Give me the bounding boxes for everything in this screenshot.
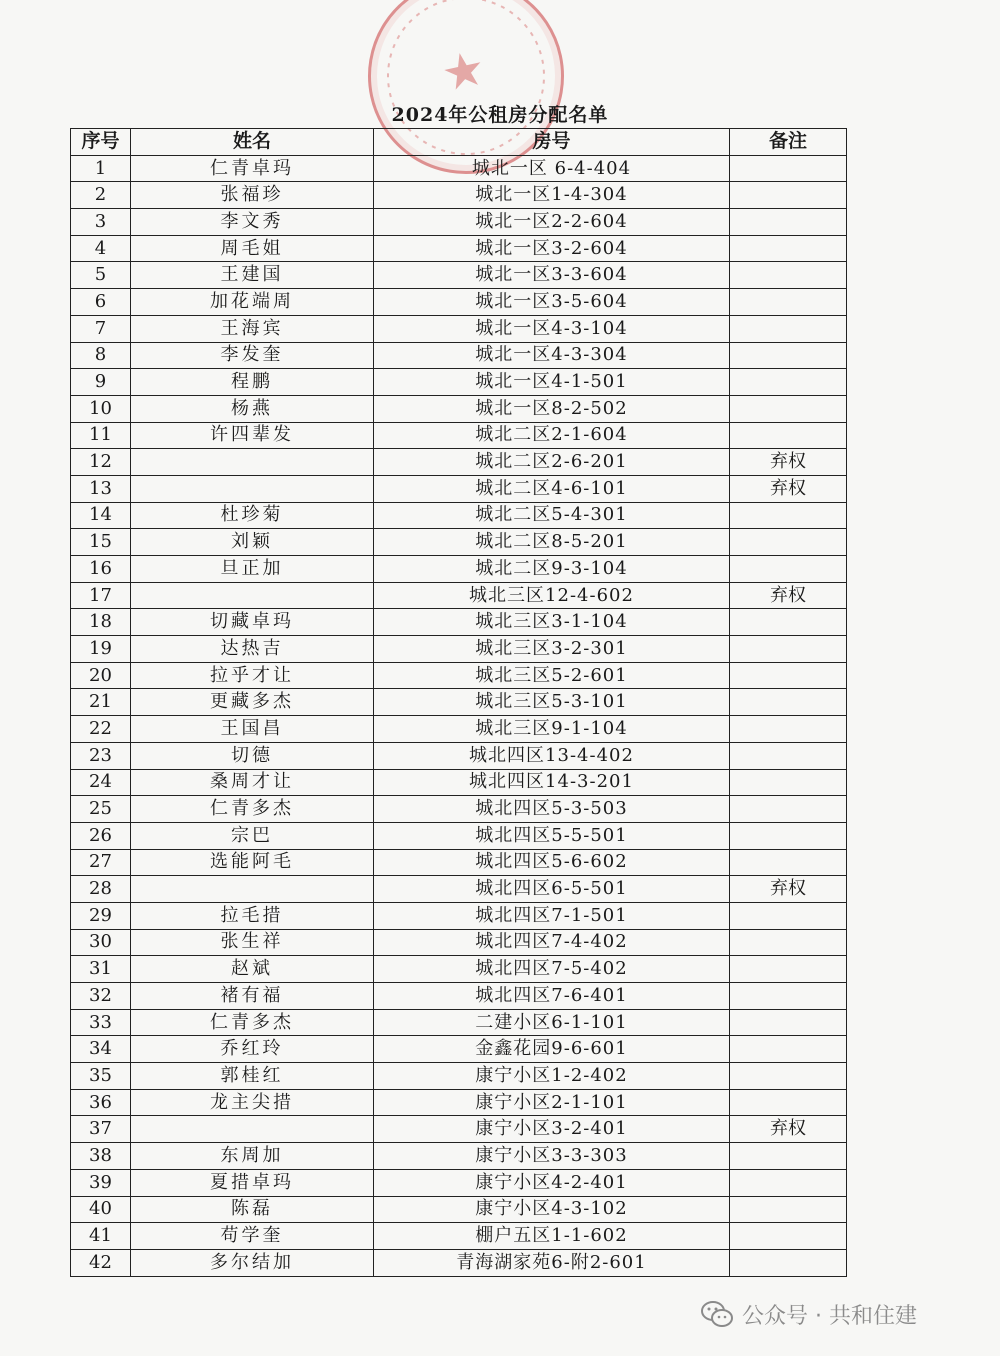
table-row	[71, 1249, 847, 1276]
table-row	[71, 1116, 847, 1143]
row-note	[730, 529, 847, 556]
row-name: 王建国	[131, 262, 374, 289]
row-note	[730, 182, 847, 209]
row-room: 城北四区5-3-503	[374, 796, 730, 823]
row-number: 40	[71, 1196, 131, 1223]
row-note	[730, 556, 847, 583]
row-note	[730, 796, 847, 823]
row-name: 杜珍菊	[131, 502, 374, 529]
row-room: 城北四区6-5-501	[374, 876, 730, 903]
table-row	[71, 769, 847, 796]
table-row	[71, 342, 847, 369]
row-name: 旦正加	[131, 556, 374, 583]
row-name: 龙主尖措	[131, 1089, 374, 1116]
table-row	[71, 502, 847, 529]
row-name: 多尔结加	[131, 1249, 374, 1276]
row-number: 18	[71, 609, 131, 636]
row-name: 许四辈发	[131, 422, 374, 449]
row-note	[730, 315, 847, 342]
row-note	[730, 609, 847, 636]
row-note	[730, 369, 847, 396]
row-number: 29	[71, 902, 131, 929]
row-note	[730, 262, 847, 289]
row-room: 金鑫花园9-6-601	[374, 1036, 730, 1063]
table-row	[71, 182, 847, 209]
row-number: 2	[71, 182, 131, 209]
row-name: 王国昌	[131, 716, 374, 743]
row-room: 康宁小区4-3-102	[374, 1196, 730, 1223]
table-row	[71, 582, 847, 609]
row-number: 24	[71, 769, 131, 796]
row-name: 褚有福	[131, 983, 374, 1010]
row-number: 32	[71, 983, 131, 1010]
row-name: 程鹏	[131, 369, 374, 396]
row-name	[131, 582, 374, 609]
row-number: 12	[71, 449, 131, 476]
row-note	[730, 956, 847, 983]
row-room: 城北一区3-3-604	[374, 262, 730, 289]
row-note	[730, 1063, 847, 1090]
row-room: 棚户五区1-1-602	[374, 1223, 730, 1250]
row-room: 康宁小区2-1-101	[374, 1089, 730, 1116]
row-room: 康宁小区4-2-401	[374, 1169, 730, 1196]
table-row	[71, 636, 847, 663]
row-number: 27	[71, 849, 131, 876]
row-room: 城北一区3-2-604	[374, 235, 730, 262]
row-name: 选能阿毛	[131, 849, 374, 876]
row-number: 9	[71, 369, 131, 396]
header-room: 房号	[374, 129, 730, 156]
row-number: 16	[71, 556, 131, 583]
row-number: 15	[71, 529, 131, 556]
row-note	[730, 1223, 847, 1250]
row-number: 41	[71, 1223, 131, 1250]
wechat-icon	[700, 1299, 734, 1329]
table-row	[71, 929, 847, 956]
row-name: 达热吉	[131, 636, 374, 663]
row-number: 30	[71, 929, 131, 956]
table-row	[71, 689, 847, 716]
row-note	[730, 902, 847, 929]
row-note: 弃权	[730, 449, 847, 476]
row-number: 42	[71, 1249, 131, 1276]
row-note	[730, 983, 847, 1010]
row-name: 杨燕	[131, 395, 374, 422]
row-name: 李发奎	[131, 342, 374, 369]
row-name: 陈磊	[131, 1196, 374, 1223]
row-room: 城北一区4-1-501	[374, 369, 730, 396]
row-number: 39	[71, 1169, 131, 1196]
row-number: 20	[71, 662, 131, 689]
table-row	[71, 662, 847, 689]
row-note	[730, 395, 847, 422]
row-number: 36	[71, 1089, 131, 1116]
row-room: 城北四区14-3-201	[374, 769, 730, 796]
table-row	[71, 1036, 847, 1063]
row-room: 城北三区12-4-602	[374, 582, 730, 609]
table-row	[71, 449, 847, 476]
table-row	[71, 1196, 847, 1223]
row-note	[730, 769, 847, 796]
row-room: 城北四区5-5-501	[374, 822, 730, 849]
row-number: 37	[71, 1116, 131, 1143]
row-room: 城北一区2-2-604	[374, 209, 730, 236]
row-name: 切藏卓玛	[131, 609, 374, 636]
row-note	[730, 849, 847, 876]
table-row	[71, 395, 847, 422]
row-name: 更藏多杰	[131, 689, 374, 716]
table-row	[71, 609, 847, 636]
row-number: 13	[71, 475, 131, 502]
row-note: 弃权	[730, 876, 847, 903]
row-number: 31	[71, 956, 131, 983]
row-number: 11	[71, 422, 131, 449]
row-name: 加花端周	[131, 289, 374, 316]
table-row	[71, 315, 847, 342]
row-name: 宗巴	[131, 822, 374, 849]
table-row	[71, 1143, 847, 1170]
row-room: 康宁小区1-2-402	[374, 1063, 730, 1090]
table-row	[71, 796, 847, 823]
row-name: 刘颖	[131, 529, 374, 556]
table-row	[71, 876, 847, 903]
table-row	[71, 475, 847, 502]
row-name: 切德	[131, 742, 374, 769]
row-name	[131, 475, 374, 502]
row-name: 苟学奎	[131, 1223, 374, 1250]
row-note	[730, 1196, 847, 1223]
row-room: 城北一区3-5-604	[374, 289, 730, 316]
header-note: 备注	[730, 129, 847, 156]
row-note	[730, 422, 847, 449]
row-number: 21	[71, 689, 131, 716]
row-note	[730, 1249, 847, 1276]
row-number: 35	[71, 1063, 131, 1090]
table-row	[71, 1089, 847, 1116]
row-note	[730, 502, 847, 529]
table-row	[71, 849, 847, 876]
row-number: 5	[71, 262, 131, 289]
row-number: 34	[71, 1036, 131, 1063]
row-note	[730, 929, 847, 956]
table-row	[71, 556, 847, 583]
row-name: 周毛姐	[131, 235, 374, 262]
row-name: 仁青多杰	[131, 796, 374, 823]
row-room: 城北一区1-4-304	[374, 182, 730, 209]
table-row	[71, 1169, 847, 1196]
row-room: 康宁小区3-3-303	[374, 1143, 730, 1170]
row-note	[730, 289, 847, 316]
table-row	[71, 742, 847, 769]
row-room: 城北二区8-5-201	[374, 529, 730, 556]
row-number: 28	[71, 876, 131, 903]
row-room: 二建小区6-1-101	[374, 1009, 730, 1036]
table-row	[71, 1223, 847, 1250]
row-note	[730, 155, 847, 182]
table-row	[71, 369, 847, 396]
row-number: 3	[71, 209, 131, 236]
row-number: 38	[71, 1143, 131, 1170]
row-note	[730, 1036, 847, 1063]
table-row	[71, 209, 847, 236]
row-room: 城北四区13-4-402	[374, 742, 730, 769]
row-name: 仁青卓玛	[131, 155, 374, 182]
watermark-text: 公众号 · 共和住建	[742, 1303, 917, 1329]
row-room: 城北一区4-3-104	[374, 315, 730, 342]
row-room: 城北一区8-2-502	[374, 395, 730, 422]
row-name: 拉乎才让	[131, 662, 374, 689]
row-name: 桑周才让	[131, 769, 374, 796]
row-room: 城北一区 6-4-404	[374, 155, 730, 182]
row-name: 拉毛措	[131, 902, 374, 929]
row-room: 城北二区2-6-201	[374, 449, 730, 476]
table-row	[71, 956, 847, 983]
table-row	[71, 716, 847, 743]
document-title: 2024年公租房分配名单	[391, 104, 609, 126]
row-room: 城北四区7-6-401	[374, 983, 730, 1010]
table-row	[71, 983, 847, 1010]
row-name: 赵斌	[131, 956, 374, 983]
row-name: 张生祥	[131, 929, 374, 956]
row-number: 19	[71, 636, 131, 663]
row-note	[730, 1143, 847, 1170]
table-row	[71, 1063, 847, 1090]
table-row	[71, 529, 847, 556]
header-name: 姓名	[131, 129, 374, 156]
row-number: 6	[71, 289, 131, 316]
table-row	[71, 155, 847, 182]
table-row	[71, 1009, 847, 1036]
row-room: 城北四区7-1-501	[374, 902, 730, 929]
row-room: 城北四区7-4-402	[374, 929, 730, 956]
row-name: 乔红玲	[131, 1036, 374, 1063]
row-note	[730, 1009, 847, 1036]
row-room: 城北三区9-1-104	[374, 716, 730, 743]
row-note	[730, 742, 847, 769]
row-number: 14	[71, 502, 131, 529]
row-room: 城北二区4-6-101	[374, 475, 730, 502]
row-room: 城北二区5-4-301	[374, 502, 730, 529]
row-room: 城北三区5-3-101	[374, 689, 730, 716]
row-note	[730, 1089, 847, 1116]
row-number: 4	[71, 235, 131, 262]
row-name: 仁青多杰	[131, 1009, 374, 1036]
row-note	[730, 342, 847, 369]
row-number: 25	[71, 796, 131, 823]
row-name: 郭桂红	[131, 1063, 374, 1090]
header-no: 序号	[71, 129, 131, 156]
row-room: 城北四区5-6-602	[374, 849, 730, 876]
row-name	[131, 449, 374, 476]
row-number: 26	[71, 822, 131, 849]
row-name	[131, 876, 374, 903]
row-note	[730, 235, 847, 262]
row-room: 康宁小区3-2-401	[374, 1116, 730, 1143]
table-row	[71, 235, 847, 262]
row-name: 夏措卓玛	[131, 1169, 374, 1196]
seal-star-icon: ★	[436, 39, 491, 104]
row-name: 李文秀	[131, 209, 374, 236]
table-header-row	[71, 129, 847, 156]
row-room: 城北二区2-1-604	[374, 422, 730, 449]
row-room: 城北一区4-3-304	[374, 342, 730, 369]
row-note	[730, 1169, 847, 1196]
row-name: 王海宾	[131, 315, 374, 342]
row-number: 8	[71, 342, 131, 369]
row-name: 张福珍	[131, 182, 374, 209]
table-row	[71, 422, 847, 449]
row-note: 弃权	[730, 582, 847, 609]
row-room: 城北三区3-1-104	[374, 609, 730, 636]
row-room: 城北三区3-2-301	[374, 636, 730, 663]
row-room: 城北二区9-3-104	[374, 556, 730, 583]
row-room: 城北三区5-2-601	[374, 662, 730, 689]
row-number: 10	[71, 395, 131, 422]
row-number: 33	[71, 1009, 131, 1036]
row-note: 弃权	[730, 1116, 847, 1143]
row-note: 弃权	[730, 475, 847, 502]
row-name	[131, 1116, 374, 1143]
table-row	[71, 262, 847, 289]
row-note	[730, 209, 847, 236]
row-number: 17	[71, 582, 131, 609]
row-name: 东周加	[131, 1143, 374, 1170]
row-note	[730, 662, 847, 689]
row-note	[730, 822, 847, 849]
row-number: 22	[71, 716, 131, 743]
wechat-watermark	[700, 1294, 917, 1334]
row-number: 7	[71, 315, 131, 342]
row-number: 1	[71, 155, 131, 182]
row-note	[730, 689, 847, 716]
table-row	[71, 902, 847, 929]
row-note	[730, 636, 847, 663]
row-room: 城北四区7-5-402	[374, 956, 730, 983]
row-room: 青海湖家苑6-附2-601	[374, 1249, 730, 1276]
table-row	[71, 289, 847, 316]
row-number: 23	[71, 742, 131, 769]
row-note	[730, 716, 847, 743]
table-row	[71, 822, 847, 849]
allocation-table	[70, 128, 847, 1277]
